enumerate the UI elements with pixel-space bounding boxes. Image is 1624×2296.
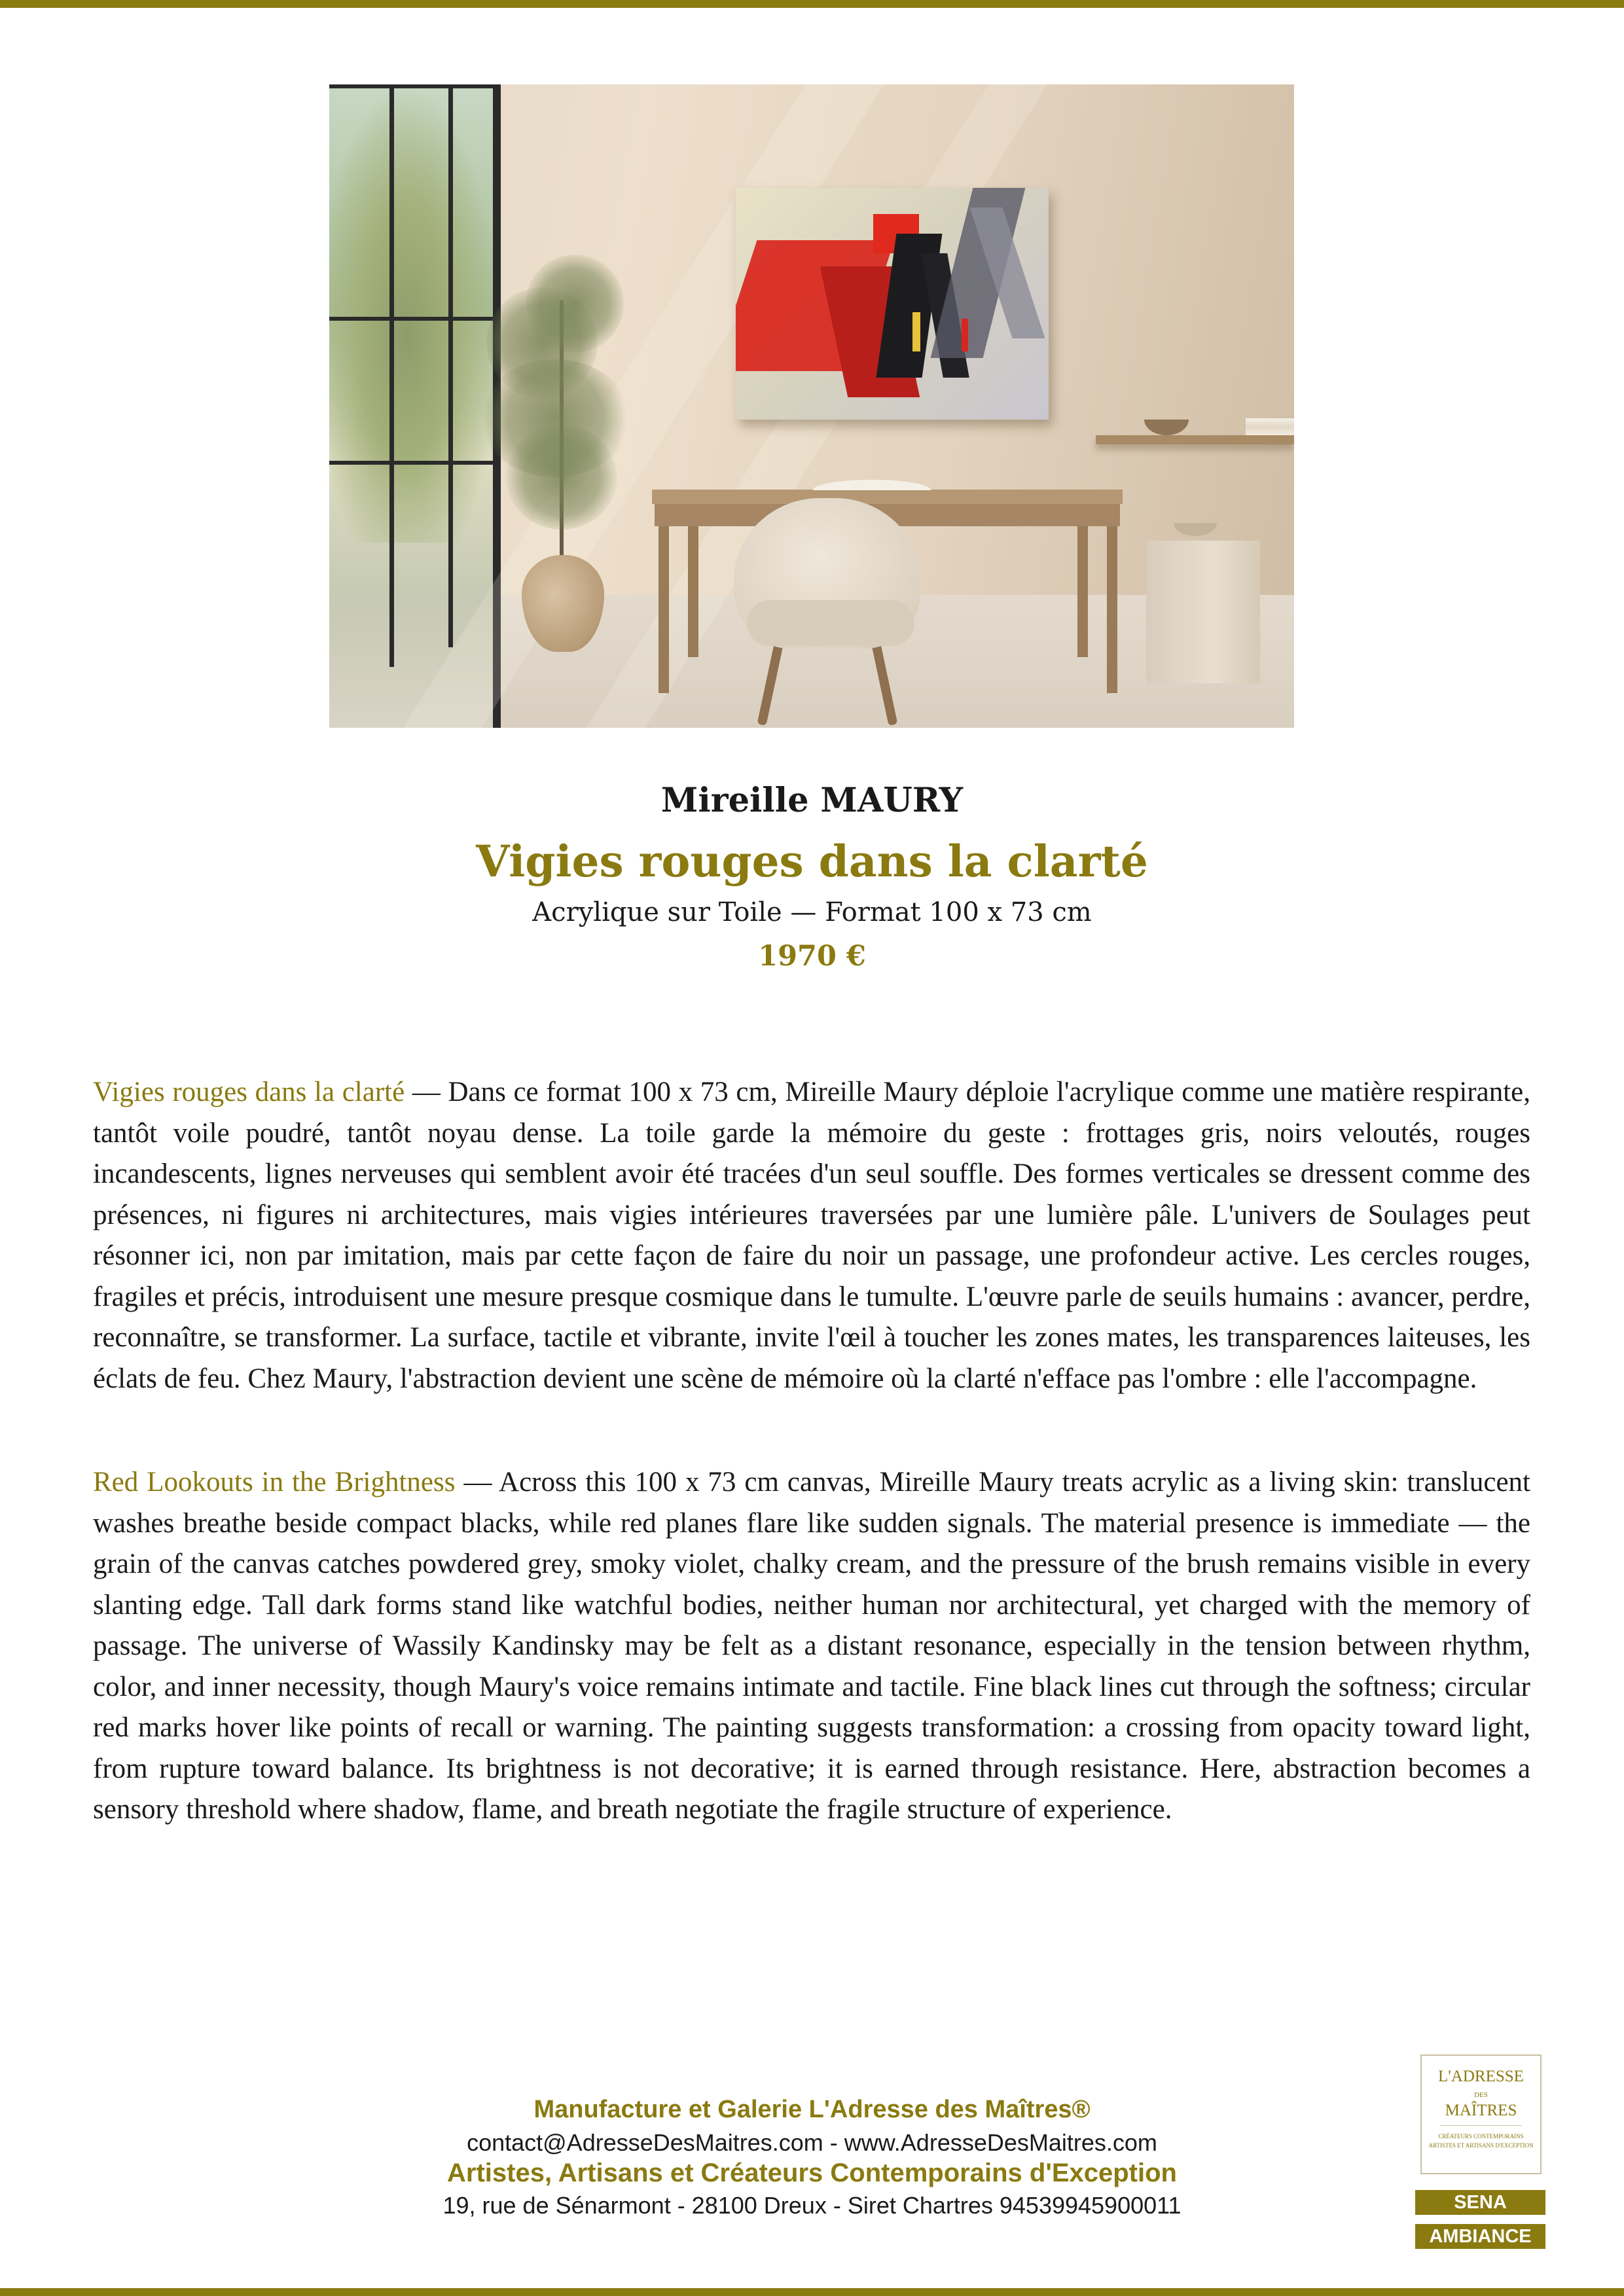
description-english-text: — Across this 100 x 73 cm canvas, Mireille Maury treats acrylic as a living skin: translucent washes breathe beside compact blacks, while red planes flare like sudden signals. The material presence is immediate — the grain of the canvas catches powdered grey, smoky violet, chalky cream, and the pressure of the brush remains visible in every slanting edge. Tall dark forms stand like watchful bodies, neither human nor architectural, yet charged with the memory of passage. The universe of Wassily Kandinsky may be felt as a distant resonance, especially in the tension between rhythm, color, and inner necessity, though Maury's voice remains intimate and tactile. Fine black lines cut through the softness; circular red marks hover like points of recall or warning. The painting suggests transformation: a crossing from opacity toward light, from rupture toward balance. Its brightness is not decorative; it is earned through resistance. Here, abstraction becomes a sensory threshold where shadow, flame, and breath negotiate the fragile structure of experience. (93, 1467, 1531, 1825)
plant-pot (522, 555, 604, 652)
window-frame (329, 461, 501, 465)
badge-ambiance: AMBIANCE (1415, 2224, 1545, 2249)
description-english-lead: Red Lookouts in the Brightness (93, 1467, 456, 1498)
logo-line-1: L'ADRESSE (1438, 2068, 1524, 2085)
artwork-title: Vigies rouges dans la clarté (476, 836, 1148, 887)
armchair-seat (747, 600, 914, 646)
gallery-logo (1420, 2054, 1542, 2174)
artwork-price: 1970 € (758, 940, 866, 973)
desk-leg (659, 526, 669, 693)
bottom-accent-bar (0, 2288, 1624, 2296)
window-frame (448, 84, 453, 647)
desk (652, 490, 1123, 504)
top-accent-bar (0, 0, 1624, 8)
artist-name: Mireille MAURY (660, 781, 964, 820)
shelf-bowl (1144, 420, 1189, 435)
shelf-books (1246, 418, 1294, 435)
open-book (813, 480, 931, 490)
logo-tagline: CRÉATEURS CONTEMPORAINS ARTISTES ET ARTISANS D'EXCEPTION (1428, 2133, 1534, 2149)
description-french (93, 1072, 1530, 1399)
logo-divider (1440, 2125, 1522, 2126)
footer-contact: contact@AdresseDesMaitres.com - www.AdresseDesMaitres.com (467, 2129, 1157, 2156)
artwork-medium-format: Acrylique sur Toile — Format 100 x 73 cm (532, 897, 1092, 927)
footer-tagline: Artistes, Artisans et Créateurs Contemporains d'Exception (447, 2159, 1177, 2187)
cabinet-bowl (1174, 523, 1217, 536)
artwork-room-photo (329, 84, 1294, 728)
wall-shelf (1096, 435, 1294, 444)
travertine-cabinet (1146, 541, 1260, 683)
desk-leg (688, 526, 698, 657)
window-frame (329, 84, 501, 88)
logo-line-3: MAÎTRES (1445, 2102, 1517, 2119)
desk-leg (1107, 526, 1117, 693)
photo-window-trees (329, 84, 501, 543)
olive-tree-foliage (506, 425, 617, 529)
badge-sena: SENA (1415, 2190, 1545, 2215)
window-frame (389, 84, 394, 667)
abstract-painting (736, 188, 1049, 420)
footer-address: 19, rue de Sénarmont - 28100 Dreux - Siret Chartres 94539945900011 (442, 2192, 1182, 2219)
logo-line-2: DES (1474, 2091, 1488, 2099)
description-english (93, 1462, 1530, 1831)
description-french-lead: Vigies rouges dans la clarté (93, 1077, 405, 1107)
olive-tree-foliage (526, 255, 624, 353)
description-french-text: — Dans ce format 100 x 73 cm, Mireille Maury déploie l'acrylique comme une matière respirante, tantôt voile poudré, tantôt noyau dense. La toile garde la mémoire du geste : frottages gris, noirs veloutés, rouges incandescents, lignes nerveuses qui semblent avoir été tracées d'un seul souffle. Des formes verticales se dressent comme des présences, ni figures ni architectures, mais vigies intérieures traversées par une lumière pâle. L'univers de Soulages peut résonner ici, non par imitation, mais par cette façon de faire du noir un passage, une profondeur active. Les cercles rouges, fragiles et précis, introduisent une mesure presque cosmique dans le tumulte. L'œuvre parle de seuils humains : avancer, perdre, reconnaître, se transformer. La surface, tactile et vibrante, invite l'œil à toucher les zones mates, les transparences laiteuses, les éclats de feu. Chez Maury, l'abstraction devient une scène de mémoire où la clarté n'efface pas l'ombre : elle l'accompagne. (93, 1077, 1530, 1394)
window-frame (329, 317, 501, 321)
footer-gallery-name: Manufacture et Galerie L'Adresse des Maîtres® (533, 2096, 1091, 2123)
desk-leg (1077, 526, 1088, 657)
